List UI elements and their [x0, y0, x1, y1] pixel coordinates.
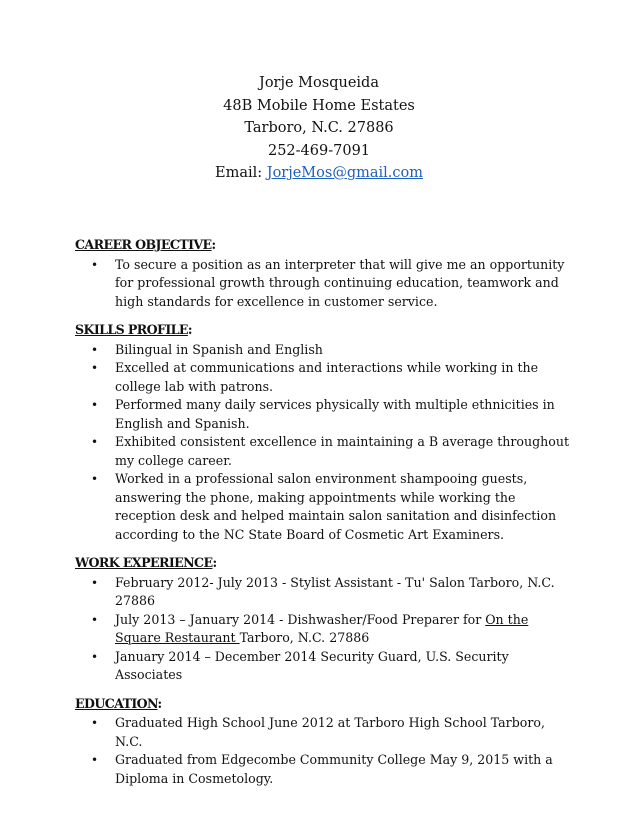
email-link[interactable]: JorjeMos@gmail.com [266, 165, 423, 181]
bullet-icon: • [91, 575, 99, 590]
address-line-2: Tarboro, N.C. 27886 [244, 120, 394, 136]
section-work-experience [75, 554, 575, 685]
bullet-icon: • [91, 435, 99, 449]
list-item: • Graduated High School June 2012 at Tarboro High School Tarboro, N.C. [91, 715, 545, 749]
list-item: • Exhibited consistent excellence in maintaining a B average throughout my college career. [91, 434, 570, 468]
bullet-icon: • [91, 342, 99, 357]
objective-list [75, 256, 575, 312]
section-career-objective [75, 236, 575, 311]
bullet-icon: • [91, 398, 99, 412]
section-skills-profile [75, 321, 575, 544]
skills-list [75, 341, 575, 545]
section-heading: SKILLS PROFILE: [75, 322, 192, 337]
applicant-name: Jorje Mosqueida [259, 75, 379, 91]
resume-body [75, 236, 575, 798]
list-item: • Worked in a professional salon environment shampooing guests, answering the phone, making appointments while working the reception desk and helped maintain salon sanitation and disinfection according to the NC State Board of Cosmetic Art Examiners. [91, 471, 557, 542]
bullet-icon: • [91, 257, 99, 272]
bullet-icon: • [91, 649, 99, 664]
contact-header [0, 72, 638, 185]
bullet-icon: • [91, 753, 99, 767]
list-item: • Graduated from Edgecombe Community College May 9, 2015 with a Diploma in Cosmetology. [91, 752, 553, 786]
address-line-1: 48B Mobile Home Estates [223, 97, 415, 114]
education-list [75, 714, 575, 788]
section-education [75, 695, 575, 789]
bullet-icon: • [91, 361, 99, 375]
bullet-icon: • [91, 716, 99, 730]
email-line [0, 162, 638, 185]
phone-number: 252-469-7091 [267, 142, 371, 159]
section-heading: EDUCATION: [75, 695, 162, 711]
email-label: Email: [215, 165, 263, 181]
employer-name: On the Square Restaurant [115, 611, 529, 645]
bullet-icon: • [91, 612, 99, 627]
section-heading: CAREER OBJECTIVE: [75, 237, 216, 252]
list-item: • Performed many daily services physically with multiple ethnicities in English and Spanish. [91, 397, 555, 431]
list-item: • Excelled at communications and interactions while working in the college lab with patrons. [91, 360, 539, 394]
work-list [75, 574, 575, 685]
list-item: • To secure a position as an interpreter that will give me an opportunity for professional growth through continuing education, teamwork and high standards for excellence in customer service. [91, 256, 565, 309]
list-item: • July 2013 – January 2014 - Dishwasher/Food Preparer for On the Square Restaurant Tarboro, N.C. 27886 [91, 611, 529, 645]
list-item: • January 2014 – December 2014 Security Guard, U.S. Security Associates [91, 648, 509, 682]
bullet-icon: • [91, 472, 99, 486]
list-item: • Bilingual in Spanish and English [75, 341, 575, 360]
section-heading: WORK EXPERIENCE: [75, 555, 217, 570]
list-item: • February 2012- July 2013 - Stylist Assistant - Tu' Salon Tarboro, N.C. 27886 [91, 574, 555, 608]
